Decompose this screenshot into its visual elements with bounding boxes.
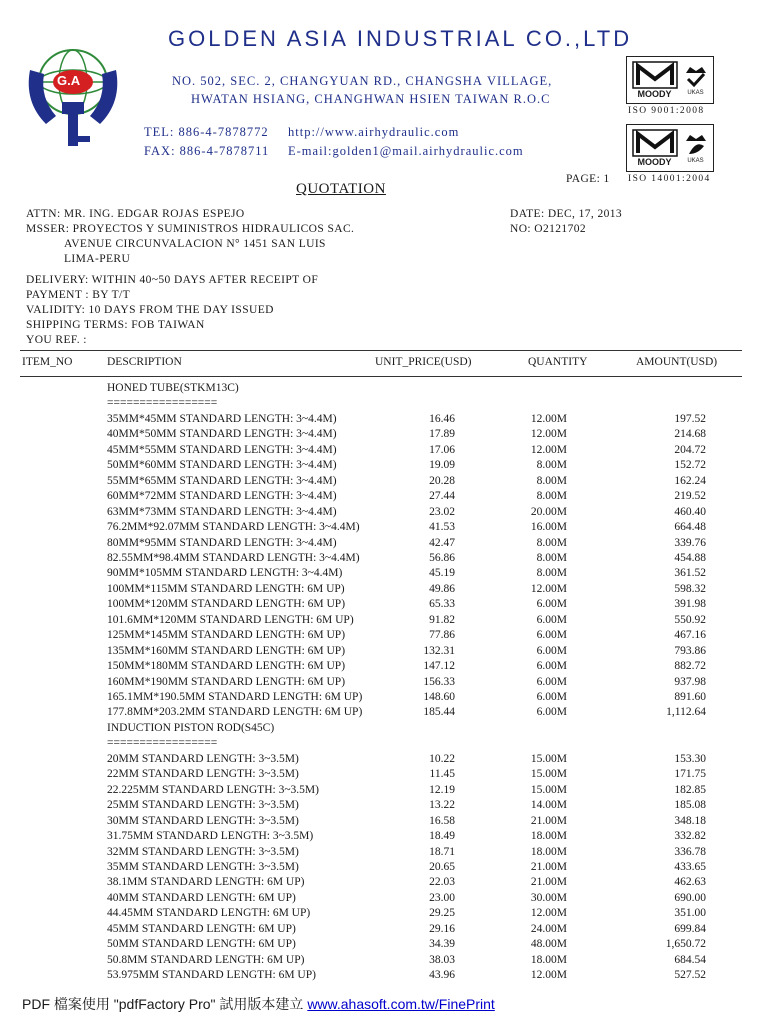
cell-quantity: 16.00M bbox=[530, 521, 567, 534]
cell-quantity: 6.00M bbox=[536, 691, 567, 703]
cell-price: 17.06 bbox=[429, 443, 455, 456]
cell-quantity: 8.00M bbox=[536, 490, 567, 503]
cell-amount: 937.98 bbox=[674, 675, 706, 688]
logo-text: G.A bbox=[57, 73, 81, 88]
cell-price: 65.33 bbox=[429, 598, 455, 611]
cell-quantity: 30.00M bbox=[530, 891, 567, 904]
cell-price: 42.47 bbox=[429, 536, 455, 549]
attention-line: ATTN: MR. ING. EDGAR ROJAS ESPEJO bbox=[26, 208, 245, 220]
table-row bbox=[0, 444, 768, 459]
address-line2: HWATAN HSIANG, CHANGHWAN HSIEN TAIWAN R.O.C bbox=[191, 92, 551, 106]
cell-price: 56.86 bbox=[429, 551, 455, 564]
cell-price: 91.82 bbox=[429, 613, 455, 626]
cell-amount: 664.48 bbox=[674, 521, 706, 534]
cell-desc: 40MM*50MM STANDARD LENGTH: 3~4.4M) bbox=[107, 428, 337, 441]
cell-price: 22.03 bbox=[429, 876, 455, 889]
table-row bbox=[0, 861, 768, 876]
cell-desc: 45MM STANDARD LENGTH: 6M UP) bbox=[107, 922, 296, 935]
cert-brand: MOODY bbox=[637, 157, 672, 167]
table-row bbox=[0, 537, 768, 552]
cell-desc: 63MM*73MM STANDARD LENGTH: 3~4.4M) bbox=[107, 505, 337, 518]
company-logo bbox=[18, 40, 128, 158]
cell-price: 18.71 bbox=[429, 845, 455, 858]
table-row bbox=[0, 552, 768, 567]
address-village: VILLAGE, bbox=[487, 74, 553, 88]
cell-price: 23.02 bbox=[429, 505, 455, 518]
cell-amount: 882.72 bbox=[674, 660, 706, 673]
cell-desc: 25MM STANDARD LENGTH: 3~3.5M) bbox=[107, 799, 299, 812]
cell-price: 12.19 bbox=[429, 783, 455, 796]
cell-desc: 80MM*95MM STANDARD LENGTH: 3~4.4M) bbox=[107, 536, 337, 549]
cell-price: 11.45 bbox=[429, 768, 455, 781]
table-row bbox=[0, 938, 768, 953]
header-amount: AMOUNT(USD) bbox=[636, 356, 718, 368]
cert-accreditation: UKAS bbox=[687, 158, 704, 164]
cell-amount: 454.88 bbox=[674, 551, 706, 564]
cell-price: 20.65 bbox=[429, 860, 455, 873]
table-header-rule bbox=[20, 376, 742, 377]
cell-quantity: 12.00M bbox=[530, 907, 567, 920]
table-row bbox=[0, 784, 768, 799]
cell-quantity: 12.00M bbox=[530, 428, 567, 441]
cell-price: 13.22 bbox=[429, 799, 455, 812]
cell-amount: 171.75 bbox=[674, 768, 706, 781]
cell-price: 16.58 bbox=[429, 814, 455, 827]
header-item-no: ITEM_NO bbox=[22, 356, 73, 368]
cell-amount: 219.52 bbox=[674, 490, 706, 503]
cell-desc: 30MM STANDARD LENGTH: 3~3.5M) bbox=[107, 814, 299, 827]
cell-quantity: 48.00M bbox=[530, 938, 567, 951]
cell-desc: 125MM*145MM STANDARD LENGTH: 6M UP) bbox=[107, 629, 346, 642]
table-row bbox=[0, 614, 768, 629]
table-row bbox=[0, 676, 768, 691]
cell-amount: 598.32 bbox=[674, 582, 706, 595]
cell-price: 19.09 bbox=[429, 459, 455, 472]
cell-amount: 433.65 bbox=[674, 860, 706, 873]
table-row bbox=[0, 706, 768, 721]
cell-desc: 35MM*45MM STANDARD LENGTH: 3~4.4M) bbox=[107, 412, 337, 425]
table-row bbox=[0, 583, 768, 598]
cell-price: 38.03 bbox=[429, 953, 455, 966]
pdf-footer bbox=[22, 994, 495, 1014]
logo-graphic bbox=[18, 40, 128, 158]
table-row bbox=[0, 428, 768, 443]
footer-text: PDF 檔案使用 "pdfFactory Pro" 試用版本建立 bbox=[22, 996, 308, 1012]
cell-quantity: 15.00M bbox=[530, 783, 567, 796]
table-row bbox=[0, 737, 768, 752]
cell-desc: 22.225MM STANDARD LENGTH: 3~3.5M) bbox=[107, 783, 319, 796]
website-link[interactable]: http://www.airhydraulic.com bbox=[288, 125, 460, 139]
cell-amount: 185.08 bbox=[674, 799, 706, 812]
table-row bbox=[0, 598, 768, 613]
cell-desc: 100MM*115MM STANDARD LENGTH: 6M UP) bbox=[107, 582, 345, 595]
cell-desc: 45MM*55MM STANDARD LENGTH: 3~4.4M) bbox=[107, 443, 337, 456]
cell-quantity: 15.00M bbox=[530, 768, 567, 781]
cell-price: 185.44 bbox=[423, 706, 455, 719]
cell-amount: 1,112.64 bbox=[666, 706, 706, 719]
cell-desc: 31.75MM STANDARD LENGTH: 3~3.5M) bbox=[107, 830, 314, 843]
cell-amount: 391.98 bbox=[674, 598, 706, 611]
page-number: PAGE: 1 bbox=[566, 173, 610, 185]
table-row bbox=[0, 753, 768, 768]
cell-quantity: 18.00M bbox=[530, 845, 567, 858]
cell-amount: 152.72 bbox=[674, 459, 706, 472]
cell-desc: 177.8MM*203.2MM STANDARD LENGTH: 6M UP) bbox=[107, 706, 363, 719]
fax-number: FAX: 886-4-7878711 bbox=[144, 144, 270, 158]
cell-amount: 462.63 bbox=[674, 876, 706, 889]
cell-quantity: 8.00M bbox=[536, 567, 567, 580]
table-row bbox=[0, 660, 768, 675]
cell-quantity: 12.00M bbox=[530, 412, 567, 425]
cell-price: 156.33 bbox=[423, 675, 455, 688]
cell-amount: 336.78 bbox=[674, 845, 706, 858]
cell-price: 17.89 bbox=[429, 428, 455, 441]
cell-quantity: 14.00M bbox=[530, 799, 567, 812]
table-row bbox=[0, 969, 768, 984]
header-quantity: QUANTITY bbox=[528, 356, 588, 368]
table-row bbox=[0, 876, 768, 891]
table-row bbox=[0, 413, 768, 428]
cell-quantity: 18.00M bbox=[530, 830, 567, 843]
cell-price: 29.25 bbox=[429, 907, 455, 920]
cell-price: 77.86 bbox=[429, 629, 455, 642]
cert-badge-iso9001 bbox=[626, 56, 714, 104]
cell-desc: 82.55MM*98.4MM STANDARD LENGTH: 3~4.4M) bbox=[107, 551, 360, 564]
table-row bbox=[0, 799, 768, 814]
cell-desc: 44.45MM STANDARD LENGTH: 6M UP) bbox=[107, 907, 311, 920]
header-description: DESCRIPTION bbox=[107, 356, 182, 368]
table-row bbox=[0, 521, 768, 536]
cell-quantity: 12.00M bbox=[530, 443, 567, 456]
table-row bbox=[0, 846, 768, 861]
cell-desc: ================= bbox=[107, 397, 218, 410]
table-row bbox=[0, 475, 768, 490]
cell-price: 148.60 bbox=[423, 691, 455, 703]
cell-desc: 76.2MM*92.07MM STANDARD LENGTH: 3~4.4M) bbox=[107, 521, 360, 534]
company-name: GOLDEN ASIA INDUSTRIAL CO.,LTD bbox=[168, 26, 633, 51]
table-row bbox=[0, 768, 768, 783]
cell-desc: 50MM*60MM STANDARD LENGTH: 3~4.4M) bbox=[107, 459, 337, 472]
table-row bbox=[0, 629, 768, 644]
table-row bbox=[0, 645, 768, 660]
cell-amount: 214.68 bbox=[674, 428, 706, 441]
cell-quantity: 20.00M bbox=[530, 505, 567, 518]
cell-desc: 40MM STANDARD LENGTH: 6M UP) bbox=[107, 891, 296, 904]
cell-amount: 1,650.72 bbox=[665, 938, 706, 951]
term-reference: YOU REF. : bbox=[26, 334, 87, 346]
cell-quantity: 15.00M bbox=[530, 752, 567, 765]
cell-desc: HONED TUBE(STKM13C) bbox=[107, 382, 239, 394]
table-row bbox=[0, 954, 768, 969]
cell-desc: INDUCTION PISTON ROD(S45C) bbox=[107, 721, 275, 734]
tel-number: TEL: 886-4-7878772 bbox=[144, 125, 269, 139]
cell-quantity: 8.00M bbox=[536, 551, 567, 564]
cell-desc: 101.6MM*120MM STANDARD LENGTH: 6M UP) bbox=[107, 613, 354, 626]
cell-amount: 460.40 bbox=[674, 505, 706, 518]
cell-quantity: 6.00M bbox=[536, 706, 567, 719]
cell-desc: 22MM STANDARD LENGTH: 3~3.5M) bbox=[107, 768, 299, 781]
cell-quantity: 12.00M bbox=[530, 582, 567, 595]
messer-line: MSSER: PROYECTOS Y SUMINISTROS HIDRAULICOS SAC. bbox=[26, 223, 355, 235]
cell-amount: 197.52 bbox=[674, 412, 706, 425]
cell-amount: 351.00 bbox=[674, 907, 706, 920]
cell-quantity: 21.00M bbox=[530, 860, 567, 873]
table-row bbox=[0, 892, 768, 907]
cell-amount: 550.92 bbox=[674, 613, 706, 626]
table-row bbox=[0, 490, 768, 505]
cert-caption-iso9001: ISO 9001:2008 bbox=[628, 106, 705, 116]
table-row bbox=[0, 923, 768, 938]
cell-quantity: 18.00M bbox=[530, 953, 567, 966]
cell-amount: 162.24 bbox=[674, 474, 706, 487]
cell-desc: 60MM*72MM STANDARD LENGTH: 3~4.4M) bbox=[107, 490, 337, 503]
cell-quantity: 6.00M bbox=[536, 660, 567, 673]
table-row bbox=[0, 382, 768, 397]
cell-quantity: 6.00M bbox=[536, 598, 567, 611]
table-row bbox=[0, 691, 768, 706]
quote-date: DATE: DEC, 17, 2013 bbox=[510, 208, 623, 220]
cell-desc: 55MM*65MM STANDARD LENGTH: 3~4.4M) bbox=[107, 474, 337, 487]
cell-price: 49.86 bbox=[429, 582, 455, 595]
cell-amount: 527.52 bbox=[674, 969, 706, 982]
crown-leaf-icon bbox=[683, 132, 709, 158]
cell-amount: 153.30 bbox=[674, 752, 706, 765]
address-line1: NO. 502, SEC. 2, CHANGYUAN RD., CHANGSHA bbox=[172, 74, 483, 88]
cell-amount: 891.60 bbox=[674, 691, 706, 703]
cell-amount: 348.18 bbox=[674, 814, 706, 827]
cert-caption-iso14001: ISO 14001:2004 bbox=[628, 174, 711, 184]
cell-price: 27.44 bbox=[429, 490, 455, 503]
cell-amount: 339.76 bbox=[674, 536, 706, 549]
cell-price: 147.12 bbox=[423, 660, 455, 673]
cell-quantity: 6.00M bbox=[536, 675, 567, 688]
table-row bbox=[0, 815, 768, 830]
header-unit-price: UNIT_PRICE(USD) bbox=[375, 356, 472, 368]
cell-amount: 467.16 bbox=[674, 629, 706, 642]
table-row bbox=[0, 567, 768, 582]
table-top-rule bbox=[20, 350, 742, 351]
cell-price: 10.22 bbox=[429, 752, 455, 765]
cert-badge-iso14001 bbox=[626, 124, 714, 172]
cell-desc: 20MM STANDARD LENGTH: 3~3.5M) bbox=[107, 752, 299, 765]
cell-desc: 32MM STANDARD LENGTH: 3~3.5M) bbox=[107, 845, 299, 858]
term-payment: PAYMENT : BY T/T bbox=[26, 289, 131, 301]
cell-amount: 332.82 bbox=[674, 830, 706, 843]
cell-quantity: 12.00M bbox=[530, 969, 567, 982]
term-delivery: DELIVERY: WITHIN 40~50 DAYS AFTER RECEIPT OF bbox=[26, 274, 319, 286]
moody-logo-icon bbox=[632, 61, 678, 89]
term-shipping: SHIPPING TERMS: FOB TAIWAN bbox=[26, 319, 205, 331]
cell-amount: 793.86 bbox=[674, 644, 706, 657]
cell-price: 132.31 bbox=[423, 644, 455, 657]
cell-desc: 100MM*120MM STANDARD LENGTH: 6M UP) bbox=[107, 598, 346, 611]
document-title: QUOTATION bbox=[296, 181, 386, 197]
cell-quantity: 21.00M bbox=[530, 876, 567, 889]
quote-number: NO: O2121702 bbox=[510, 223, 587, 235]
table-row bbox=[0, 506, 768, 521]
cell-price: 18.49 bbox=[429, 830, 455, 843]
cell-desc: 90MM*105MM STANDARD LENGTH: 3~4.4M) bbox=[107, 567, 343, 580]
cell-quantity: 8.00M bbox=[536, 459, 567, 472]
cell-quantity: 6.00M bbox=[536, 613, 567, 626]
table-row bbox=[0, 397, 768, 412]
customer-address-line1: AVENUE CIRCUNVALACION N° 1451 SAN LUIS bbox=[64, 238, 326, 250]
cell-amount: 204.72 bbox=[674, 443, 706, 456]
cell-price: 20.28 bbox=[429, 474, 455, 487]
moody-logo-icon bbox=[632, 129, 678, 157]
cell-desc: ================= bbox=[107, 737, 218, 750]
cert-accreditation: UKAS bbox=[687, 90, 704, 96]
cell-amount: 361.52 bbox=[674, 567, 706, 580]
cell-desc: 50MM STANDARD LENGTH: 6M UP) bbox=[107, 938, 296, 951]
crown-check-icon bbox=[683, 64, 709, 90]
cell-price: 45.19 bbox=[429, 567, 455, 580]
footer-link[interactable]: www.ahasoft.com.tw/FinePrint bbox=[307, 996, 495, 1012]
cell-desc: 50.8MM STANDARD LENGTH: 6M UP) bbox=[107, 953, 305, 966]
cell-quantity: 21.00M bbox=[530, 814, 567, 827]
table-row bbox=[0, 830, 768, 845]
cell-price: 43.96 bbox=[429, 969, 455, 982]
cell-price: 16.46 bbox=[429, 412, 455, 425]
cell-desc: 135MM*160MM STANDARD LENGTH: 6M UP) bbox=[107, 644, 346, 657]
cell-desc: 150MM*180MM STANDARD LENGTH: 6M UP) bbox=[107, 660, 346, 673]
cell-amount: 684.54 bbox=[674, 953, 706, 966]
cell-desc: 35MM STANDARD LENGTH: 3~3.5M) bbox=[107, 860, 299, 873]
cell-amount: 699.84 bbox=[674, 922, 706, 935]
customer-address-line2: LIMA-PERU bbox=[64, 253, 131, 265]
cell-amount: 690.00 bbox=[674, 891, 706, 904]
cell-quantity: 6.00M bbox=[536, 629, 567, 642]
cell-price: 29.16 bbox=[429, 922, 455, 935]
cell-desc: 165.1MM*190.5MM STANDARD LENGTH: 6M UP) bbox=[107, 691, 363, 703]
table-row bbox=[0, 722, 768, 737]
cell-quantity: 8.00M bbox=[536, 536, 567, 549]
cell-price: 34.39 bbox=[429, 938, 455, 951]
cell-price: 23.00 bbox=[429, 891, 455, 904]
cert-brand: MOODY bbox=[637, 89, 672, 99]
cell-quantity: 8.00M bbox=[536, 474, 567, 487]
cell-quantity: 6.00M bbox=[536, 644, 567, 657]
cell-desc: 53.975MM STANDARD LENGTH: 6M UP) bbox=[107, 969, 316, 982]
cell-desc: 160MM*190MM STANDARD LENGTH: 6M UP) bbox=[107, 675, 346, 688]
cell-desc: 38.1MM STANDARD LENGTH: 6M UP) bbox=[107, 876, 305, 889]
cell-quantity: 24.00M bbox=[530, 922, 567, 935]
table-row bbox=[0, 907, 768, 922]
term-validity: VALIDITY: 10 DAYS FROM THE DAY ISSUED bbox=[26, 304, 274, 316]
cell-amount: 182.85 bbox=[674, 783, 706, 796]
email-link[interactable]: E-mail:golden1@mail.airhydraulic.com bbox=[288, 144, 524, 158]
cell-price: 41.53 bbox=[429, 521, 455, 534]
table-row bbox=[0, 459, 768, 474]
